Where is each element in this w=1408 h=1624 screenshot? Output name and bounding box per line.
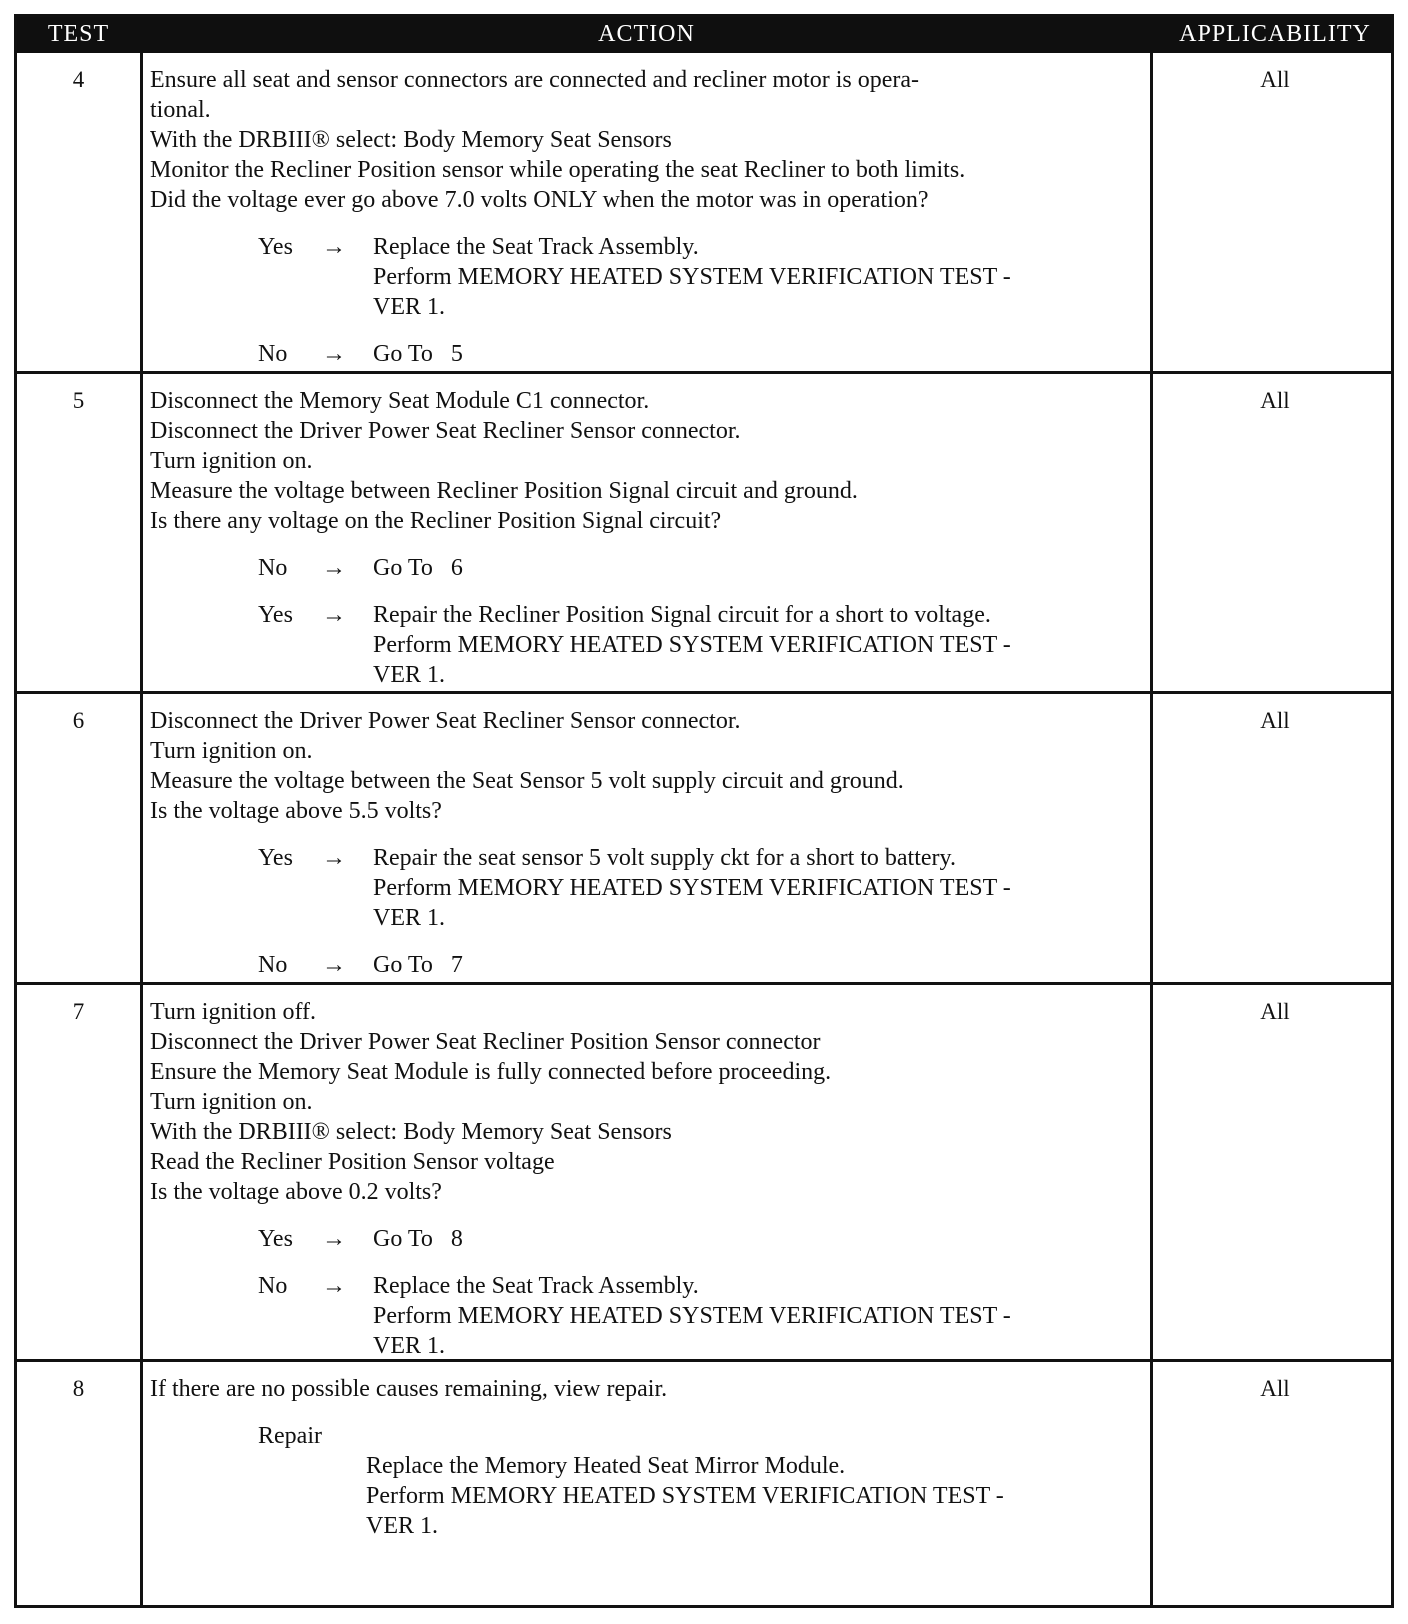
action-line: Turn ignition on.	[150, 738, 313, 764]
table-row	[17, 691, 1391, 982]
action-line: Disconnect the Driver Power Seat Recliner Position Sensor connector	[150, 1029, 821, 1055]
answer-no	[150, 553, 1145, 583]
action-line: With the DRBIII® select: Body Memory Seat Sensors	[150, 127, 672, 153]
action-cell	[150, 65, 1145, 369]
answer-no	[150, 1271, 1145, 1361]
action-line: Disconnect the Memory Seat Module C1 connector.	[150, 388, 650, 414]
answer-result	[373, 600, 1145, 690]
result-line: Replace the Seat Track Assembly.	[373, 1273, 699, 1299]
applicability-value: All	[1260, 388, 1290, 413]
answer-result	[373, 950, 1145, 980]
action-line: Disconnect the Driver Power Seat Recliner Sensor connector.	[150, 708, 741, 734]
result-line: Perform MEMORY HEATED SYSTEM VERIFICATION TEST -	[366, 1483, 1004, 1509]
action-line: Read the Recliner Position Sensor voltage	[150, 1149, 555, 1175]
arrow-icon: →	[322, 1273, 346, 1299]
answer-result	[373, 553, 1145, 583]
answer-label: No	[258, 555, 288, 581]
arrow-icon: →	[322, 341, 346, 367]
result-line: VER 1.	[366, 1513, 438, 1539]
action-cell	[150, 1374, 1145, 1541]
result-line: Go To 5	[373, 341, 463, 367]
arrow-icon: →	[322, 1226, 346, 1252]
arrow-icon: →	[322, 602, 346, 628]
result-line: Replace the Memory Heated Seat Mirror Module.	[366, 1453, 846, 1479]
diagnostic-table	[14, 14, 1394, 1608]
result-line: Perform MEMORY HEATED SYSTEM VERIFICATION TEST -	[373, 875, 1011, 901]
action-line: Turn ignition off.	[150, 999, 317, 1025]
test-number: 5	[72, 388, 85, 413]
answer-no	[150, 339, 1145, 369]
applicability-value: All	[1260, 1376, 1290, 1401]
applicability-value: All	[1260, 708, 1290, 733]
action-line: Measure the voltage between the Seat Sensor 5 volt supply circuit and ground.	[150, 768, 904, 794]
header-applicability: APPLICABILITY	[1179, 21, 1371, 47]
repair-block	[150, 1421, 1145, 1541]
answer-result	[373, 339, 1145, 369]
action-line: Turn ignition on.	[150, 1089, 313, 1115]
test-number: 6	[72, 708, 85, 733]
result-line: Perform MEMORY HEATED SYSTEM VERIFICATION TEST -	[373, 1303, 1011, 1329]
answer-label: No	[258, 1273, 288, 1299]
answer-result	[373, 1271, 1145, 1361]
action-line: Did the voltage ever go above 7.0 volts ONLY when the motor was in operation?	[150, 187, 929, 213]
answer-result	[373, 1224, 1145, 1254]
arrow-icon: →	[322, 845, 346, 871]
arrow-icon: →	[322, 234, 346, 260]
action-line: Is the voltage above 5.5 volts?	[150, 798, 442, 824]
answer-result	[373, 843, 1145, 933]
repair-result	[366, 1451, 1145, 1541]
table-row	[17, 982, 1391, 1359]
answer-label: No	[258, 952, 288, 978]
action-line: Monitor the Recliner Position sensor while operating the seat Recliner to both limits.	[150, 157, 966, 183]
arrow-icon: →	[322, 555, 346, 581]
action-cell	[150, 997, 1145, 1361]
table-row	[17, 53, 1391, 371]
applicability-value: All	[1260, 67, 1290, 92]
answer-label: Yes	[258, 845, 293, 871]
answer-yes	[150, 232, 1145, 322]
answer-label: Yes	[258, 602, 293, 628]
answer-no	[150, 950, 1145, 980]
header-test: TEST	[47, 21, 110, 47]
action-line: Is there any voltage on the Recliner Position Signal circuit?	[150, 508, 722, 534]
action-line: If there are no possible causes remaining, view repair.	[150, 1376, 668, 1402]
action-cell	[150, 706, 1145, 980]
action-line: Turn ignition on.	[150, 448, 313, 474]
table-row	[17, 1359, 1391, 1605]
answer-yes	[150, 1224, 1145, 1254]
result-line: Go To 6	[373, 555, 463, 581]
answer-yes	[150, 600, 1145, 690]
answer-label: No	[258, 341, 288, 367]
result-line: VER 1.	[373, 1333, 445, 1359]
answer-yes	[150, 843, 1145, 933]
action-line: Ensure all seat and sensor connectors are connected and recliner motor is opera-	[150, 67, 920, 93]
table-header	[17, 17, 1391, 53]
action-line: With the DRBIII® select: Body Memory Seat Sensors	[150, 1119, 672, 1145]
result-line: Go To 7	[373, 952, 463, 978]
action-line: tional.	[150, 97, 211, 123]
answer-result	[373, 232, 1145, 322]
answer-label: Yes	[258, 234, 293, 260]
action-cell	[150, 386, 1145, 690]
header-action: ACTION	[598, 21, 695, 47]
result-line: Repair the Recliner Position Signal circuit for a short to voltage.	[373, 602, 991, 628]
arrow-icon: →	[322, 952, 346, 978]
result-line: Perform MEMORY HEATED SYSTEM VERIFICATION TEST -	[373, 632, 1011, 658]
repair-label: Repair	[258, 1423, 322, 1449]
applicability-value: All	[1260, 999, 1290, 1024]
action-line: Measure the voltage between Recliner Position Signal circuit and ground.	[150, 478, 858, 504]
result-line: VER 1.	[373, 662, 445, 688]
test-number: 7	[72, 999, 85, 1024]
result-line: Go To 8	[373, 1226, 463, 1252]
action-line: Disconnect the Driver Power Seat Recliner Sensor connector.	[150, 418, 741, 444]
table-row	[17, 371, 1391, 691]
result-line: Repair the seat sensor 5 volt supply ckt for a short to battery.	[373, 845, 956, 871]
result-line: VER 1.	[373, 294, 445, 320]
result-line: Perform MEMORY HEATED SYSTEM VERIFICATION TEST -	[373, 264, 1011, 290]
result-line: Replace the Seat Track Assembly.	[373, 234, 699, 260]
result-line: VER 1.	[373, 905, 445, 931]
test-number: 4	[72, 67, 85, 92]
answer-label: Yes	[258, 1226, 293, 1252]
action-line: Is the voltage above 0.2 volts?	[150, 1179, 442, 1205]
test-number: 8	[72, 1376, 85, 1401]
action-line: Ensure the Memory Seat Module is fully connected before proceeding.	[150, 1059, 832, 1085]
